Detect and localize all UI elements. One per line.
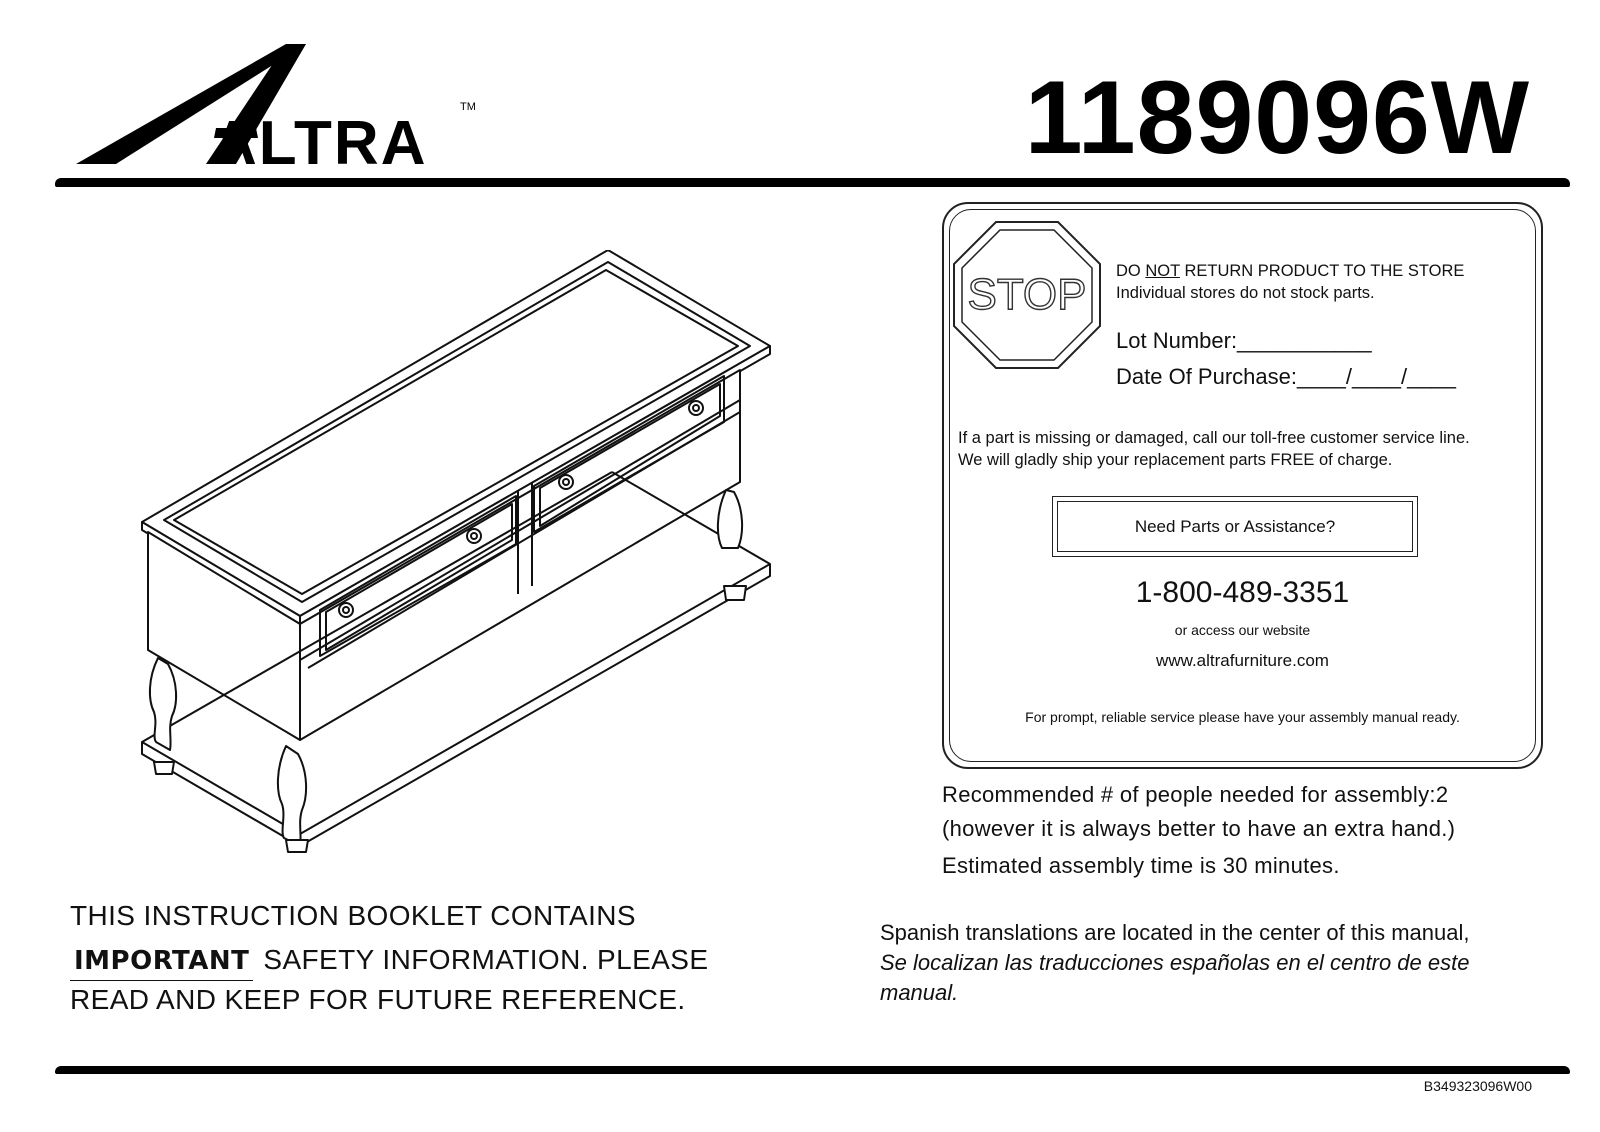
website-url: www.altrafurniture.com <box>1156 651 1329 670</box>
brand-name-text: ALTRA <box>212 109 428 172</box>
replacement-notice: We will gladly ship your replacement parts FREE of charge. <box>958 451 1393 469</box>
document-code: B349323096W00 <box>1423 1078 1532 1094</box>
lot-number-field: Lot Number:___________ <box>1116 328 1372 353</box>
assembly-time: Estimated assembly time is 30 minutes. <box>942 853 1340 878</box>
model-number: 1189096W <box>1024 60 1530 176</box>
safety-notice-line-2-text: SAFETY INFORMATION. PLEASE <box>263 944 709 975</box>
tv-stand-illustration <box>140 250 780 870</box>
safety-notice-line-2 <box>70 944 708 981</box>
need-parts-label: Need Parts or Assistance? <box>1134 516 1336 536</box>
stop-sign-text: STOP <box>967 270 1087 319</box>
altra-logo <box>76 42 496 172</box>
stop-notice-panel <box>942 202 1543 769</box>
stores-notice: Individual stores do not stock parts. <box>1116 284 1375 302</box>
missing-parts-notice: If a part is missing or damaged, call our toll-free customer service line. <box>958 429 1470 447</box>
spanish-translation-note-es-2: manual. <box>880 980 959 1005</box>
website-prompt: or access our website <box>1174 622 1311 638</box>
need-parts-box <box>1052 496 1418 557</box>
purchase-date-field: Date Of Purchase:____/____/____ <box>1116 364 1457 389</box>
safety-notice-line-1: THIS INSTRUCTION BOOKLET CONTAINS <box>70 900 636 931</box>
safety-notice-line-3: READ AND KEEP FOR FUTURE REFERENCE. <box>70 984 686 1015</box>
top-divider <box>55 178 1570 187</box>
return-notice: DO NOT RETURN PRODUCT TO THE STORE <box>1116 262 1465 280</box>
stop-sign-icon <box>952 220 1102 370</box>
assembly-extra-hand-note: (however it is always better to have an extra hand.) <box>942 816 1456 841</box>
spanish-translation-note-es-1: Se localizan las traducciones españolas en el centro de este <box>880 950 1470 975</box>
support-phone-number: 1-800-489-3351 <box>1135 576 1350 609</box>
assembly-people-count: Recommended # of people needed for assembly:2 <box>942 782 1449 807</box>
important-label: IMPORTANT <box>70 946 253 981</box>
trademark-symbol: TM <box>460 101 476 113</box>
spanish-translation-note: Spanish translations are located in the center of this manual, <box>880 920 1470 945</box>
bottom-divider <box>55 1066 1570 1074</box>
service-note: For prompt, reliable service please have your assembly manual ready. <box>1025 709 1460 725</box>
